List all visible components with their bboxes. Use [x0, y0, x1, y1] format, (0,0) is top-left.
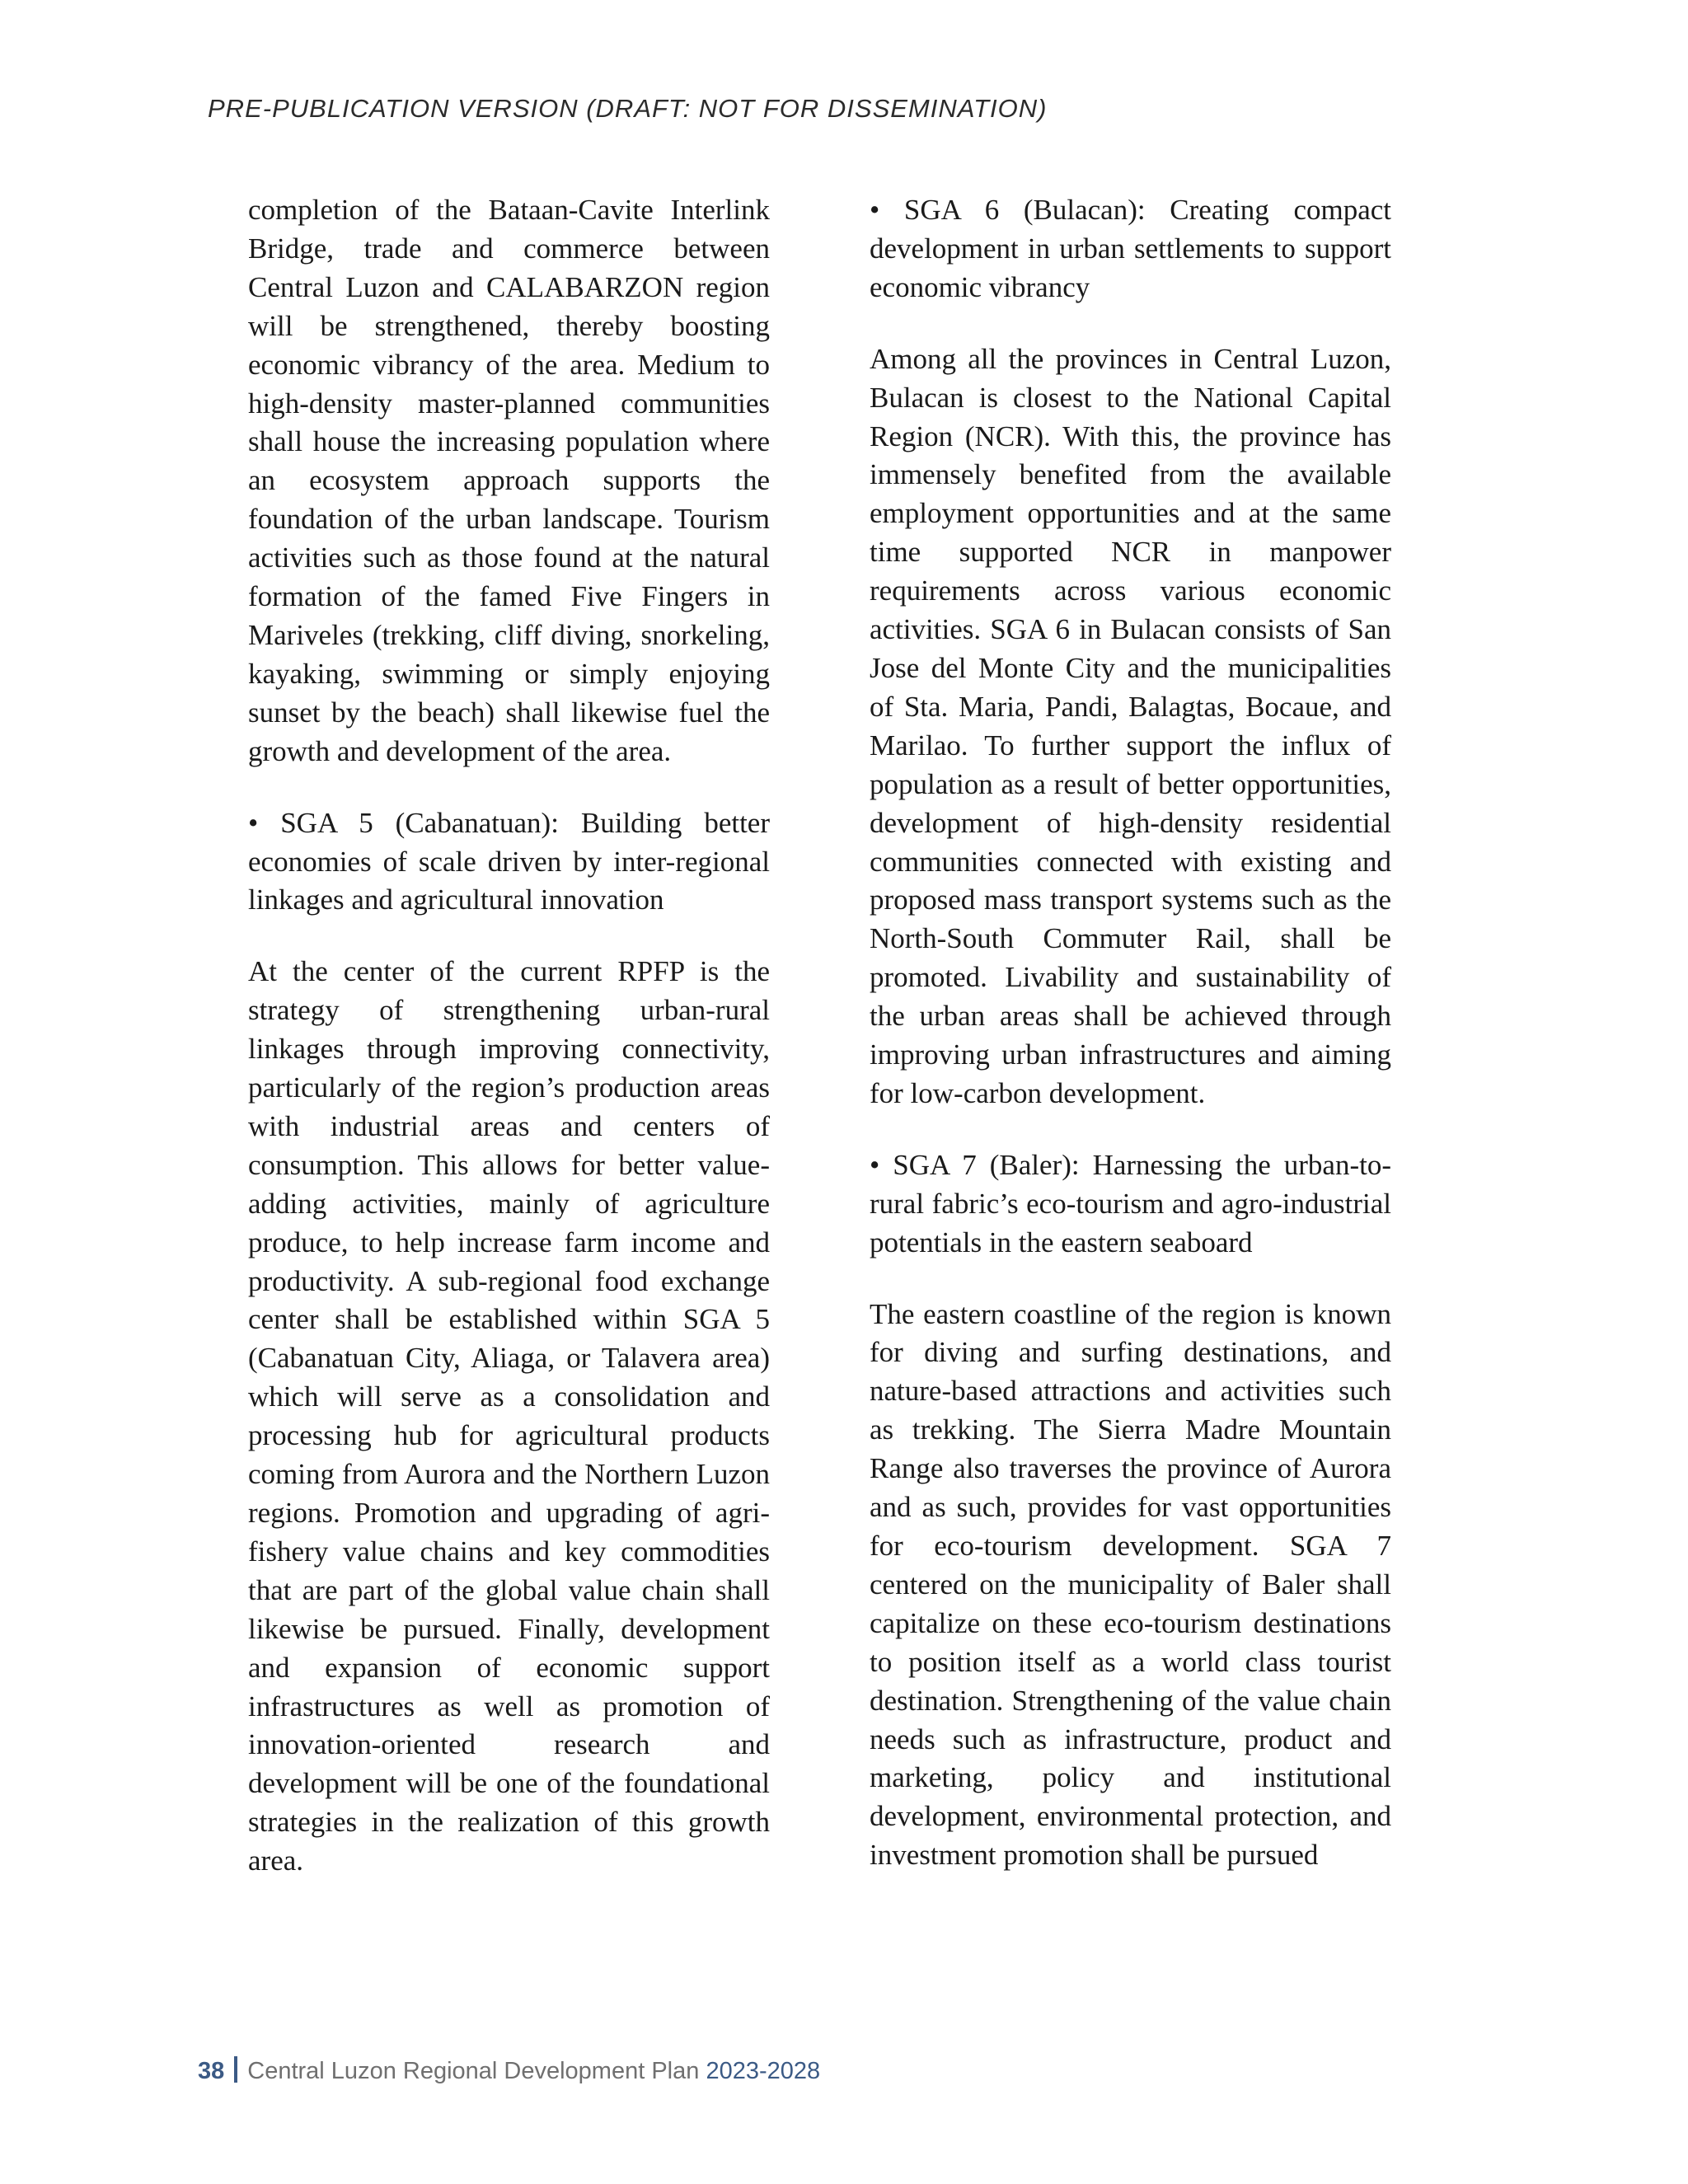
page-number: 38: [198, 2058, 225, 2084]
left-text-column: [248, 191, 770, 1914]
draft-notice-header: PRE-PUBLICATION VERSION (DRAFT: NOT FOR DISSEMINATION): [208, 94, 1048, 123]
paragraph-sga7-body: The eastern coastline of the region is known for diving and surfing destinations, and nature-based attractions and activities such as trekking. The Sierra Madre Mountain Range also traverses the province of Aurora and as such, provides for vast opportunities for eco-tourism development. SGA 7 centered on the municipality of Baler shall capitalize on these eco-tourism destinations to position itself as a world class tourist destination. Strengthening of the value chain needs such as infrastructure, product and marketing, policy and institutional development, environmental protection, and investment promotion shall be pursued: [870, 1297, 1391, 1872]
bullet-sga5-heading: • SGA 5 (Cabanatuan): Building better economies of scale driven by inter-regional linkages and agricultural innovation: [248, 806, 770, 916]
paragraph-bataan-cavite-continuation: completion of the Bataan-Cavite Interlink Bridge, trade and commerce between Central Luzon and CALABARZON region will be strengthened, thereby boosting economic vibrancy of the area. Medium to high-density master-planned communities shall house the increasing population where an ecosystem approach supports the foundation of the urban landscape. Tourism activities such as those found at the natural formation of the famed Five Fingers in Mariveles (trekking, cliff diving, snorkeling, kayaking, swimming or simply enjoying sunset by the beach) shall likewise fuel the growth and development of the area.: [248, 194, 770, 767]
document-title: Central Luzon Regional Development Plan: [247, 2058, 700, 2084]
page-footer: [198, 2056, 820, 2085]
footer-divider: [234, 2056, 237, 2083]
right-text-column: [870, 191, 1391, 1908]
bullet-sga6-heading: • SGA 6 (Bulacan): Creating compact development in urban settlements to support economic vibrancy: [870, 194, 1391, 303]
paragraph-sga5-body: At the center of the current RPFP is the strategy of strengthening urban-rural linkages through improving connectivity, particularly of the region’s production areas with industrial areas and centers of consumption. This allows for better value-adding activities, mainly of agriculture produce, to help increase farm income and productivity. A sub-regional food exchange center shall be established within SGA 5 (Cabanatuan City, Aliaga, or Talavera area) which will serve as a consolidation and processing hub for agricultural products coming from Aurora and the Northern Luzon regions. Promotion and upgrading of agri-fishery value chains and key commodities that are part of the global value chain shall likewise be pursued. Finally, development and expansion of economic support infrastructures as well as promotion of innovation-oriented research and development will be one of the foundational strategies in the realization of this growth area.: [248, 955, 770, 1877]
bullet-sga7-heading: • SGA 7 (Baler): Harnessing the urban-to-rural fabric’s eco-tourism and agro-industrial potentials in the eastern seaboard: [870, 1148, 1391, 1258]
document-years: 2023-2028: [706, 2058, 821, 2084]
paragraph-sga6-body: Among all the provinces in Central Luzon, Bulacan is closest to the National Capital Region (NCR). With this, the province has immensely benefited from the available employment opportunities and at the same time supported NCR in manpower requirements across various economic activities. SGA 6 in Bulacan consists of San Jose del Monte City and the municipalities of Sta. Maria, Pandi, Balagtas, Bocaue, and Marilao. To further support the influx of population as a result of better opportunities, development of high-density residential communities connected with existing and proposed mass transport systems such as the North-South Commuter Rail, shall be promoted. Livability and sustainability of the urban areas shall be achieved through improving urban infrastructures and aiming for low-carbon development.: [870, 342, 1391, 1109]
